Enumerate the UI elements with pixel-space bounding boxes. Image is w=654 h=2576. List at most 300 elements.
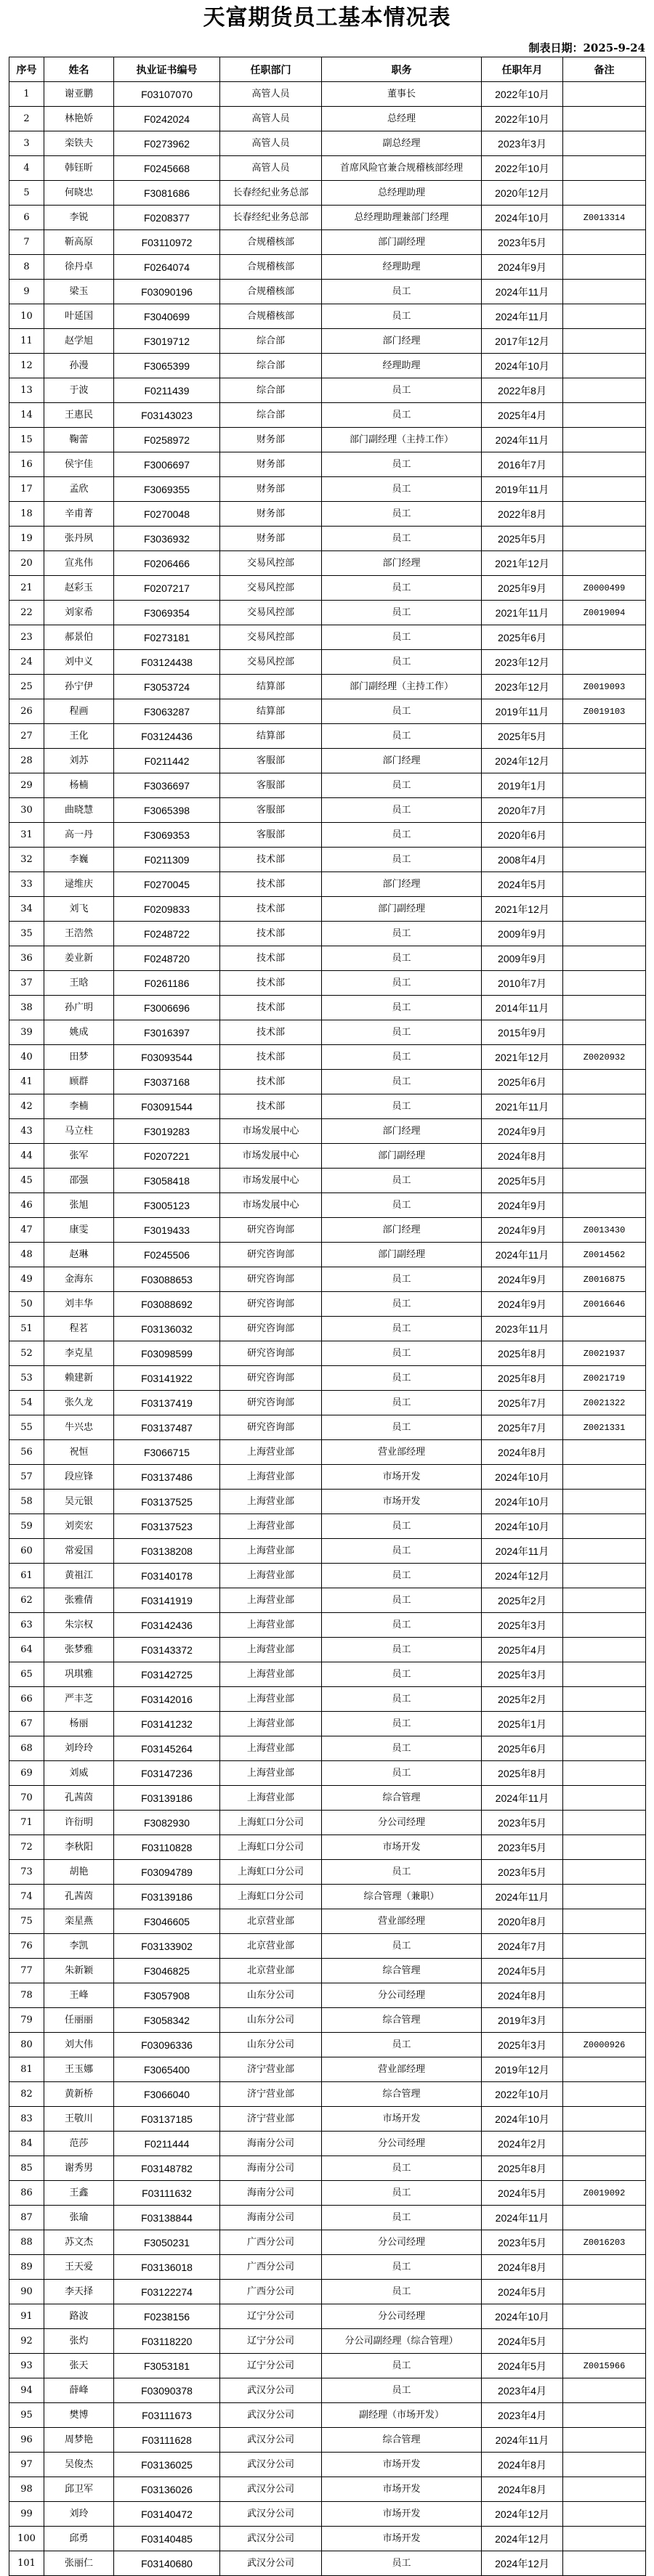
index-cell: 1 <box>9 82 44 107</box>
certificate-cell: F3069354 <box>114 601 220 625</box>
start-date-cell: 2023年3月 <box>482 131 563 156</box>
department-cell: 上海虹口分公司 <box>220 1860 322 1885</box>
department-cell: 上海营业部 <box>220 1786 322 1811</box>
start-date-cell: 2025年6月 <box>482 1736 563 1761</box>
start-date-cell: 2020年8月 <box>482 1909 563 1934</box>
index-cell: 99 <box>9 2502 44 2527</box>
index-cell: 50 <box>9 1292 44 1317</box>
table-row <box>9 1811 646 1835</box>
department-cell: 技术部 <box>220 848 322 872</box>
position-cell: 员工 <box>322 1712 482 1736</box>
position-cell: 员工 <box>322 2033 482 2057</box>
index-cell: 20 <box>9 551 44 576</box>
start-date-cell: 2025年4月 <box>482 1638 563 1662</box>
remark-cell: Z0013314 <box>563 206 646 230</box>
position-cell: 员工 <box>322 1317 482 1341</box>
position-cell: 分公司经理 <box>322 2304 482 2329</box>
position-cell: 员工 <box>322 1169 482 1193</box>
position-cell: 员工 <box>322 724 482 749</box>
name-cell: 王玉娜 <box>44 2057 114 2082</box>
remark-cell <box>563 1638 646 1662</box>
certificate-cell: F03141919 <box>114 1588 220 1613</box>
certificate-cell: F3036697 <box>114 773 220 798</box>
position-cell: 员工 <box>322 1687 482 1712</box>
index-cell: 101 <box>9 2551 44 2576</box>
certificate-cell: F03111628 <box>114 2428 220 2453</box>
name-cell: 梁玉 <box>44 280 114 304</box>
position-cell: 员工 <box>322 946 482 971</box>
certificate-cell: F3046825 <box>114 1959 220 1983</box>
start-date-cell: 2025年2月 <box>482 1588 563 1613</box>
position-cell: 员工 <box>322 280 482 304</box>
name-cell: 李秋阳 <box>44 1835 114 1860</box>
table-row <box>9 2329 646 2354</box>
certificate-cell: F3057908 <box>114 1983 220 2008</box>
start-date-cell: 2017年12月 <box>482 329 563 354</box>
remark-cell <box>563 2008 646 2033</box>
start-date-cell: 2022年10月 <box>482 2082 563 2107</box>
position-cell: 员工 <box>322 1391 482 1415</box>
index-cell: 38 <box>9 996 44 1020</box>
name-cell: 赵彩玉 <box>44 576 114 601</box>
department-cell: 武汉分公司 <box>220 2428 322 2453</box>
name-cell: 刘丰华 <box>44 1292 114 1317</box>
department-cell: 北京营业部 <box>220 1909 322 1934</box>
remark-cell <box>563 2304 646 2329</box>
name-cell: 郝景伯 <box>44 625 114 650</box>
position-cell: 部门副经理（主持工作） <box>322 428 482 452</box>
remark-cell <box>563 724 646 749</box>
remark-cell <box>563 1662 646 1687</box>
start-date-cell: 2021年12月 <box>482 1045 563 1070</box>
remark-cell: Z0000926 <box>563 2033 646 2057</box>
index-cell: 5 <box>9 181 44 206</box>
position-cell: 综合管理 <box>322 2082 482 2107</box>
position-cell: 员工 <box>322 1094 482 1119</box>
index-cell: 87 <box>9 2206 44 2230</box>
remark-cell: Z0019094 <box>563 601 646 625</box>
table-row <box>9 280 646 304</box>
name-cell: 孙广明 <box>44 996 114 1020</box>
department-cell: 客服部 <box>220 749 322 773</box>
table-row <box>9 724 646 749</box>
certificate-cell: F03137487 <box>114 1415 220 1440</box>
index-cell: 26 <box>9 699 44 724</box>
name-cell: 栾铁夫 <box>44 131 114 156</box>
certificate-cell: F3066715 <box>114 1440 220 1465</box>
position-cell: 员工 <box>322 1341 482 1366</box>
name-cell: 王峰 <box>44 1983 114 2008</box>
index-cell: 47 <box>9 1218 44 1243</box>
table-header-row <box>9 57 646 82</box>
start-date-cell: 2019年3月 <box>482 2008 563 2033</box>
certificate-cell: F3065400 <box>114 2057 220 2082</box>
table-row <box>9 971 646 996</box>
start-date-cell: 2025年3月 <box>482 2033 563 2057</box>
remark-cell <box>563 2057 646 2082</box>
remark-cell <box>563 1514 646 1539</box>
certificate-cell: F3037168 <box>114 1070 220 1094</box>
position-cell: 部门经理 <box>322 551 482 576</box>
certificate-cell: F03122274 <box>114 2280 220 2304</box>
certificate-cell: F03139186 <box>114 1885 220 1909</box>
remark-cell <box>563 2107 646 2132</box>
table-row <box>9 848 646 872</box>
table-row <box>9 2132 646 2156</box>
department-cell: 交易风控部 <box>220 625 322 650</box>
index-cell: 96 <box>9 2428 44 2453</box>
index-cell: 90 <box>9 2280 44 2304</box>
index-cell: 98 <box>9 2477 44 2502</box>
start-date-cell: 2019年1月 <box>482 773 563 798</box>
position-cell: 部门经理 <box>322 749 482 773</box>
start-date-cell: 2022年8月 <box>482 502 563 527</box>
position-cell: 员工 <box>322 1193 482 1218</box>
name-cell: 孙漫 <box>44 354 114 378</box>
name-cell: 何晓忠 <box>44 181 114 206</box>
table-row <box>9 1045 646 1070</box>
start-date-cell: 2024年8月 <box>482 2255 563 2280</box>
index-cell: 71 <box>9 1811 44 1835</box>
certificate-cell: F3065398 <box>114 798 220 823</box>
table-row <box>9 1169 646 1193</box>
table-row <box>9 1243 646 1267</box>
start-date-cell: 2009年9月 <box>482 922 563 946</box>
table-row <box>9 749 646 773</box>
position-cell: 员工 <box>322 1415 482 1440</box>
position-cell: 部门副经理 <box>322 230 482 255</box>
certificate-cell: F03093544 <box>114 1045 220 1070</box>
remark-cell <box>563 2156 646 2181</box>
name-cell: 严丰芝 <box>44 1687 114 1712</box>
start-date-cell: 2025年1月 <box>482 1712 563 1736</box>
name-cell: 顾群 <box>44 1070 114 1094</box>
start-date-cell: 2025年2月 <box>482 1687 563 1712</box>
table-row <box>9 1341 646 1366</box>
remark-cell <box>563 1564 646 1588</box>
certificate-cell: F0208377 <box>114 206 220 230</box>
department-cell: 武汉分公司 <box>220 2403 322 2428</box>
remark-cell <box>563 230 646 255</box>
index-cell: 16 <box>9 452 44 477</box>
index-cell: 73 <box>9 1860 44 1885</box>
name-cell: 侯宇佳 <box>44 452 114 477</box>
index-cell: 13 <box>9 378 44 403</box>
certificate-cell: F03136032 <box>114 1317 220 1341</box>
column-header-position: 职务 <box>322 57 482 82</box>
name-cell: 李凯 <box>44 1934 114 1959</box>
department-cell: 北京营业部 <box>220 1959 322 1983</box>
start-date-cell: 2024年11月 <box>482 2206 563 2230</box>
index-cell: 94 <box>9 2378 44 2403</box>
department-cell: 济宁营业部 <box>220 2082 322 2107</box>
position-cell: 副经理（市场开发） <box>322 2403 482 2428</box>
table-row <box>9 2181 646 2206</box>
index-cell: 68 <box>9 1736 44 1761</box>
remark-cell <box>563 2477 646 2502</box>
index-cell: 15 <box>9 428 44 452</box>
name-cell: 朱宗权 <box>44 1613 114 1638</box>
name-cell: 张瑜 <box>44 2206 114 2230</box>
index-cell: 4 <box>9 156 44 181</box>
department-cell: 山东分公司 <box>220 1983 322 2008</box>
column-header-index: 序号 <box>9 57 44 82</box>
position-cell: 员工 <box>322 848 482 872</box>
certificate-cell: F3069353 <box>114 823 220 848</box>
department-cell: 上海营业部 <box>220 1662 322 1687</box>
table-row <box>9 2280 646 2304</box>
department-cell: 海南分公司 <box>220 2206 322 2230</box>
start-date-cell: 2019年11月 <box>482 699 563 724</box>
department-cell: 客服部 <box>220 823 322 848</box>
certificate-cell: F3081686 <box>114 181 220 206</box>
name-cell: 樊博 <box>44 2403 114 2428</box>
remark-cell <box>563 773 646 798</box>
certificate-cell: F03133902 <box>114 1934 220 1959</box>
position-cell: 部门经理 <box>322 1218 482 1243</box>
table-row <box>9 107 646 131</box>
name-cell: 赖建新 <box>44 1366 114 1391</box>
start-date-cell: 2024年5月 <box>482 2280 563 2304</box>
table-row <box>9 897 646 922</box>
name-cell: 李巍 <box>44 848 114 872</box>
department-cell: 济宁营业部 <box>220 2057 322 2082</box>
certificate-cell: F3058342 <box>114 2008 220 2033</box>
name-cell: 栾星燕 <box>44 1909 114 1934</box>
index-cell: 52 <box>9 1341 44 1366</box>
certificate-cell: F0261186 <box>114 971 220 996</box>
department-cell: 研究咨询部 <box>220 1292 322 1317</box>
remark-cell <box>563 156 646 181</box>
start-date-cell: 2025年6月 <box>482 1070 563 1094</box>
position-cell: 营业部经理 <box>322 1909 482 1934</box>
index-cell: 74 <box>9 1885 44 1909</box>
name-cell: 范莎 <box>44 2132 114 2156</box>
start-date-cell: 2022年10月 <box>482 107 563 131</box>
name-cell: 刘奕宏 <box>44 1514 114 1539</box>
column-header-start-date: 任职年月 <box>482 57 563 82</box>
start-date-cell: 2023年12月 <box>482 675 563 699</box>
table-row <box>9 1490 646 1514</box>
certificate-cell: F03140485 <box>114 2527 220 2551</box>
table-row <box>9 2255 646 2280</box>
index-cell: 7 <box>9 230 44 255</box>
certificate-cell: F3069355 <box>114 477 220 502</box>
index-cell: 92 <box>9 2329 44 2354</box>
start-date-cell: 2024年11月 <box>482 1539 563 1564</box>
start-date-cell: 2022年10月 <box>482 82 563 107</box>
certificate-cell: F03090378 <box>114 2378 220 2403</box>
table-row <box>9 872 646 897</box>
index-cell: 22 <box>9 601 44 625</box>
department-cell: 辽宁分公司 <box>220 2354 322 2378</box>
start-date-cell: 2009年9月 <box>482 946 563 971</box>
certificate-cell: F03137523 <box>114 1514 220 1539</box>
start-date-cell: 2024年12月 <box>482 2502 563 2527</box>
certificate-cell: F03137419 <box>114 1391 220 1415</box>
name-cell: 程茗 <box>44 1317 114 1341</box>
index-cell: 9 <box>9 280 44 304</box>
remark-cell <box>563 1934 646 1959</box>
certificate-cell: F0206466 <box>114 551 220 576</box>
name-cell: 康雯 <box>44 1218 114 1243</box>
position-cell: 分公司经理 <box>322 2230 482 2255</box>
table-row <box>9 1959 646 1983</box>
table-row <box>9 2304 646 2329</box>
department-cell: 上海营业部 <box>220 1564 322 1588</box>
index-cell: 14 <box>9 403 44 428</box>
certificate-cell: F0273181 <box>114 625 220 650</box>
table-row <box>9 206 646 230</box>
department-cell: 上海营业部 <box>220 1687 322 1712</box>
position-cell: 员工 <box>322 2181 482 2206</box>
name-cell: 靳高原 <box>44 230 114 255</box>
name-cell: 杨楠 <box>44 773 114 798</box>
start-date-cell: 2024年9月 <box>482 1119 563 1144</box>
department-cell: 综合部 <box>220 378 322 403</box>
name-cell: 刘玲 <box>44 2502 114 2527</box>
table-row <box>9 2230 646 2255</box>
table-row <box>9 996 646 1020</box>
table-row <box>9 1366 646 1391</box>
start-date-cell: 2024年12月 <box>482 2551 563 2576</box>
position-cell: 员工 <box>322 1020 482 1045</box>
name-cell: 任丽丽 <box>44 2008 114 2033</box>
start-date-cell: 2024年9月 <box>482 1193 563 1218</box>
certificate-cell: F3053181 <box>114 2354 220 2378</box>
index-cell: 3 <box>9 131 44 156</box>
index-cell: 86 <box>9 2181 44 2206</box>
department-cell: 济宁营业部 <box>220 2107 322 2132</box>
index-cell: 39 <box>9 1020 44 1045</box>
start-date-cell: 2024年7月 <box>482 1934 563 1959</box>
department-cell: 交易风控部 <box>220 601 322 625</box>
name-cell: 张久龙 <box>44 1391 114 1415</box>
index-cell: 11 <box>9 329 44 354</box>
department-cell: 上海营业部 <box>220 1588 322 1613</box>
start-date-cell: 2024年11月 <box>482 280 563 304</box>
certificate-cell: F03143372 <box>114 1638 220 1662</box>
start-date-cell: 2024年12月 <box>482 749 563 773</box>
remark-cell <box>563 1440 646 1465</box>
position-cell: 分公司经理 <box>322 2132 482 2156</box>
position-cell: 营业部经理 <box>322 2057 482 2082</box>
remark-cell <box>563 1811 646 1835</box>
certificate-cell: F0211444 <box>114 2132 220 2156</box>
position-cell: 综合管理 <box>322 1786 482 1811</box>
table-row <box>9 403 646 428</box>
index-cell: 40 <box>9 1045 44 1070</box>
position-cell: 员工 <box>322 1588 482 1613</box>
position-cell: 员工 <box>322 1514 482 1539</box>
table-row <box>9 2378 646 2403</box>
index-cell: 42 <box>9 1094 44 1119</box>
department-cell: 海南分公司 <box>220 2132 322 2156</box>
department-cell: 长春经纪业务总部 <box>220 181 322 206</box>
name-cell: 刘威 <box>44 1761 114 1786</box>
index-cell: 81 <box>9 2057 44 2082</box>
remark-cell <box>563 1070 646 1094</box>
position-cell: 部门经理 <box>322 1119 482 1144</box>
name-cell: 孙宁伊 <box>44 675 114 699</box>
position-cell: 员工 <box>322 2156 482 2181</box>
index-cell: 33 <box>9 872 44 897</box>
table-row <box>9 1391 646 1415</box>
index-cell: 48 <box>9 1243 44 1267</box>
table-row <box>9 378 646 403</box>
table-row <box>9 1094 646 1119</box>
remark-cell <box>563 749 646 773</box>
remark-cell <box>563 625 646 650</box>
table-row <box>9 773 646 798</box>
index-cell: 56 <box>9 1440 44 1465</box>
position-cell: 分公司经理 <box>322 1983 482 2008</box>
remark-cell <box>563 946 646 971</box>
start-date-cell: 2025年4月 <box>482 403 563 428</box>
index-cell: 51 <box>9 1317 44 1341</box>
index-cell: 21 <box>9 576 44 601</box>
index-cell: 43 <box>9 1119 44 1144</box>
index-cell: 88 <box>9 2230 44 2255</box>
position-cell: 市场开发 <box>322 2107 482 2132</box>
start-date-cell: 2022年8月 <box>482 378 563 403</box>
start-date-cell: 2023年5月 <box>482 1835 563 1860</box>
remark-cell <box>563 2527 646 2551</box>
index-cell: 69 <box>9 1761 44 1786</box>
remark-cell <box>563 82 646 107</box>
certificate-cell: F03142725 <box>114 1662 220 1687</box>
start-date-cell: 2024年11月 <box>482 1243 563 1267</box>
remark-cell <box>563 1687 646 1712</box>
index-cell: 76 <box>9 1934 44 1959</box>
start-date-cell: 2024年10月 <box>482 1465 563 1490</box>
table-row <box>9 1934 646 1959</box>
name-cell: 谢秀男 <box>44 2156 114 2181</box>
position-cell: 市场开发 <box>322 2527 482 2551</box>
department-cell: 研究咨询部 <box>220 1366 322 1391</box>
remark-cell <box>563 798 646 823</box>
start-date-cell: 2025年8月 <box>482 1761 563 1786</box>
department-cell: 武汉分公司 <box>220 2502 322 2527</box>
start-date-cell: 2025年5月 <box>482 527 563 551</box>
certificate-cell: F03111673 <box>114 2403 220 2428</box>
name-cell: 黄祖江 <box>44 1564 114 1588</box>
remark-cell: Z0021719 <box>563 1366 646 1391</box>
department-cell: 上海营业部 <box>220 1514 322 1539</box>
certificate-cell: F03137185 <box>114 2107 220 2132</box>
name-cell: 孔茜茵 <box>44 1786 114 1811</box>
position-cell: 市场开发 <box>322 2502 482 2527</box>
certificate-cell: F0264074 <box>114 255 220 280</box>
table-row <box>9 2082 646 2107</box>
department-cell: 结算部 <box>220 724 322 749</box>
remark-cell <box>563 1761 646 1786</box>
table-row <box>9 2527 646 2551</box>
certificate-cell: F03143023 <box>114 403 220 428</box>
remark-cell <box>563 2132 646 2156</box>
start-date-cell: 2024年2月 <box>482 2132 563 2156</box>
position-cell: 员工 <box>322 1292 482 1317</box>
start-date-cell: 2024年12月 <box>482 2527 563 2551</box>
position-cell: 市场开发 <box>322 2453 482 2477</box>
start-date-cell: 2024年12月 <box>482 1564 563 1588</box>
remark-cell <box>563 1588 646 1613</box>
column-header-name: 姓名 <box>44 57 114 82</box>
start-date-cell: 2008年4月 <box>482 848 563 872</box>
start-date-cell: 2023年4月 <box>482 2403 563 2428</box>
remark-cell <box>563 1613 646 1638</box>
start-date-cell: 2024年10月 <box>482 1514 563 1539</box>
